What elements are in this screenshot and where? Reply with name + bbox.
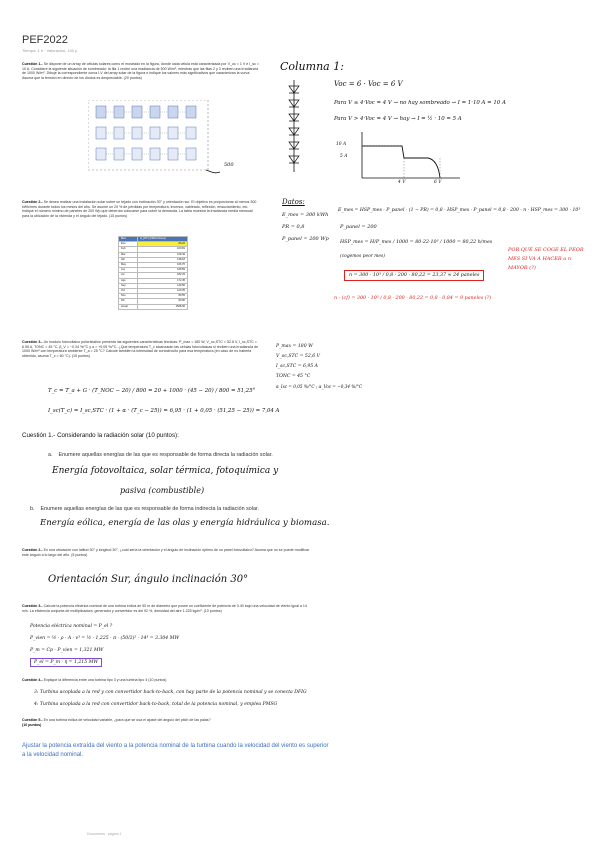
solar-cell: [186, 127, 196, 139]
solar-cell-grid: [96, 106, 196, 160]
cuestion-3: [22, 604, 312, 613]
problem-3-text: Un módulo fotovoltaico policristalino presenta las siguientes características técnicas: P_max = 180 W, V_oc,STC = 52.6 V, I_sc,STC = 6.95 A, TONC = 45 °C, β_V = −0.34 %/°C y α = +0.05 %/°C. ¿Qué temperatura T_c alcanzarán las células fotovoltaicas si reciben una irradiancia de 1000 W/m² con temperatura ambiente T_a = 25 °C? Calcule también la intensidad de cortocircuito para esa temperatura (en caso de no haberla obtenido, asuma T_c = 60 °C). (15 puntos): [22, 340, 259, 358]
iv-axis-x2: 6 V: [434, 180, 442, 185]
cuestion-2-answer: Orientación Sur, ángulo inclinación 30°: [48, 574, 249, 585]
problem-1-text: Se dispone de un array de células solares como el mostrado en la figura, donde cada célula está caracterizada por V_oc = 1 V e I_sc = 10 A. Considere la siguiente situación de sombreado: la fila 1 recibe una irradiancia de 500 W/m², mientras que las filas 2 y 3 reciben una irradiancia de 1000 W/m². Dibuje la correspondiente curva I-V del array solar de la figura e indique los valores más significativos que caracterizan la curva. Asuma que la tensión en directo de los diodos es despreciable. (20 puntos): [22, 62, 259, 80]
problem-3-label: Cuestión 3.-: [22, 340, 43, 344]
cuestion-2-label: Cuestión 2.-: [22, 548, 43, 552]
hand-datos-2: PR = 0,8: [282, 224, 305, 230]
table-cell-month: Feb: [119, 247, 138, 252]
solar-cell: [150, 148, 160, 160]
hand-q2-result-box: n = 300 · 10³ / 0,8 · 200 · 80,22 = 23,37 ≈ 24 paneles: [344, 270, 484, 281]
hand-datos-3: P_panel = 200 Wp: [282, 236, 329, 242]
solar-cell: [96, 148, 106, 160]
table-cell-irradiance: 1568.96: [137, 304, 187, 309]
cuestion-2: [22, 548, 312, 557]
table-cell-month: Abr: [119, 257, 138, 262]
hand-c3-3: P_m = Cp · P_vien = 1,321 MW: [30, 648, 104, 653]
solar-cell: [96, 106, 106, 118]
cuestion-3-label: Cuestión 3.-: [22, 604, 43, 608]
iv-axis-y1: 10 A: [336, 142, 347, 147]
hand-col-title: Columna 1:: [280, 60, 344, 73]
table-cell-irradiance: 89.55: [137, 294, 187, 299]
hand-datos-title: Datos:: [282, 198, 305, 206]
hand-q3-data-5: α_Isc = 0,05 %/°C ; α_Voc = −0,34 %/°C: [276, 384, 363, 389]
problem-2-text: Se desea realizar una instalación solar sobre un tejado con inclinación 30° y orientación sur. El objetivo es proporcionar al menos 300 kWh/mes durante todos los meses del año. Se asume un 20 % de pérdidas por temperatura, inversor, cableado, reflexión, ensuciamiento, etc. Indique el número mínimo de paneles de 200 Wp que deberían colocarse para cubrir la demanda. La tabla muestra la irradiancia media mensual para la ubicación de la vivienda y el ángulo del tejado. (15 puntos): [22, 200, 257, 218]
hand-q2-alt: n · (cf) = 300 · 10³ / 0,8 · 200 · 80,22 = 0,8 · 0,84 = 9 paneles (?): [334, 296, 492, 301]
cuestion-5-points: (10 puntos): [22, 722, 42, 727]
table-cell-irradiance: 100.81: [137, 247, 187, 252]
diode-string-sketch: [282, 78, 310, 174]
column-header-month: Mes: [119, 237, 138, 242]
hand-datos-1: E_mes = 300 kWh: [282, 212, 329, 218]
solar-cell: [132, 127, 142, 139]
iv-axis-x1: 4 V: [398, 180, 406, 185]
cuestion-1a-answer-2: pasiva (combustible): [120, 486, 205, 495]
problem-1: [22, 62, 260, 80]
solar-cell: [168, 106, 178, 118]
cuestion-1b-text: Enumere aquellas energías de las que es responsable de forma indirecta la radiación solar.: [40, 506, 259, 512]
solar-cell: [150, 106, 160, 118]
page-footer: Documento · página 1: [87, 832, 122, 836]
hand-q3-isc: I_sc(T_c) = I_sc,STC · (1 + α · (T_c − 25)) = 6,95 · (1 + 0,05 · (51,25 − 25)) = 7,04 A: [48, 408, 280, 414]
hand-q3-data-1: P_max = 180 W: [276, 344, 313, 349]
solar-cell: [114, 127, 124, 139]
hand-c4-2: 4: Turbina acoplada a la red con convertidor back-to-back, total de la potencia nominal, y emplea PMSG: [34, 702, 278, 707]
cuestion-4-text: Explique la diferencia entre una turbina tipo 3 y una turbina tipo 4 (10 puntos): [43, 678, 167, 682]
solar-cell: [168, 127, 178, 139]
hand-q2-eq4: (cogemos peor mes): [340, 254, 385, 259]
table-cell-irradiance: 128.49: [137, 252, 187, 257]
table-cell-irradiance: 172.45: [137, 278, 187, 283]
hand-q3-data-2: V_oc,STC = 52,6 V: [276, 354, 320, 359]
table-cell-irradiance: 182.33: [137, 273, 187, 278]
cuestion-5-answer-1: Ajustar la potencia extraída del viento a la potencia nominal de la turbina cuando la velocidad del viento es superior: [22, 743, 329, 749]
hand-q1-line1: Voc = 6 · Voc = 6 V: [334, 80, 403, 88]
shade-irradiance-label: 500: [224, 162, 234, 168]
problem-3: [22, 340, 260, 358]
table-cell-month: May: [119, 263, 138, 268]
cuestion-1b-answer: Energía eólica, energía de las olas y energía hidráulica y biomasa.: [40, 518, 330, 528]
cuestion-4-label: Cuestión 4.-: [22, 678, 43, 682]
cuestion-5-text: En una turbina eólica de velocidad variable, ¿para qué se usa el ajuste del ángulo del pitch de las palas?: [43, 718, 211, 722]
hand-c3-1: Potencia eléctrica nominal = P_el ?: [30, 624, 113, 629]
table-cell-month: Mar: [119, 252, 138, 257]
cuestion-5: [22, 718, 342, 727]
table-cell-month: Dic: [119, 299, 138, 304]
iv-axis-y2: 5 A: [340, 154, 348, 159]
table-cell-month: Jul: [119, 273, 138, 278]
cuestion-2-text: En una ubicación con latitud 30° y longitud 30°, ¿cuál sería la orientación y el ángulo de inclinación óptimo de un panel fotovoltaico? Asuma que no se puede modificar este ángulo a lo largo del año. (5 puntos): [22, 548, 310, 557]
hand-q2-eq3: HSP_mes = H/P_mes / 1000 = 80·22·10³ / 1000 = 80,22 h/mes: [340, 240, 493, 245]
irradiance-table: [118, 236, 188, 310]
table-cell-month: Sep: [119, 283, 138, 288]
cuestion-5-label: Cuestión 5.-: [22, 718, 43, 722]
problem-2-label: Cuestión 2.-: [22, 200, 43, 204]
table-cell-irradiance: 123.05: [137, 289, 187, 294]
hand-c4-1: 3: Turbina acoplada a la red y con convertidor back-to-back, con hay parte de la potencia nominal y se conecta DFIG: [34, 690, 307, 695]
column-header-irradiance: H_(30°) (kWh/m²/mes): [137, 237, 187, 242]
table-cell-month: Nov: [119, 294, 138, 299]
solar-cell: [186, 106, 196, 118]
solar-cell: [114, 106, 124, 118]
document-subtitle: Tiempo: 1 h · Valoración: 100 p: [22, 48, 78, 53]
solar-cell: [168, 148, 178, 160]
cuestion-1a-text: Enumere aquellas energías de las que es responsable de forma directa la radiación solar.: [58, 452, 273, 458]
cuestion-1b-label: b.: [30, 506, 35, 512]
cuestion-1-title: Cuestión 1.- Considerando la radiación solar (10 puntos):: [22, 432, 179, 439]
table-cell-irradiance: 80.90: [137, 299, 187, 304]
table-cell-month: Oct: [119, 289, 138, 294]
solar-cell: [150, 127, 160, 139]
hand-q2-eq1: E_mes = HSP_mes · P_panel · (1 − PR) = 0,8 · HSP_mes · P_panel = 0,8 · 200 · n · HSP_mes = 300 · 10³: [338, 208, 581, 213]
table-cell-month: Anual: [119, 304, 138, 309]
hand-q2-red-note: POR QUÉ SE COGE EL PEOR MES SI VA A HACER a n MAYOR (?): [508, 247, 584, 271]
cuestion-1a: [48, 452, 273, 458]
solar-cell: [132, 106, 142, 118]
cuestion-4: [22, 678, 342, 683]
cuestion-5-answer: [22, 742, 582, 760]
hand-q1-line3: Para V > 4·Voc = 4 V → hay → I = ½ · 10 = 5 A: [334, 116, 462, 122]
cuestion-1b: [30, 506, 259, 512]
solar-array-figure: [88, 100, 228, 178]
table-cell-irradiance: 168.59: [137, 268, 187, 273]
solar-cell: [132, 148, 142, 160]
cuestion-3-text: Calcule la potencia eléctrica nominal de una turbina eólica de 50 m de diámetro que posee un coeficiente de potencia de 0.40 bajo una velocidad de viento igual a 14 m/s. La eficiencia conjunta de multiplicadora, generador y convertidor es del 92 %, densidad del aire 1.225 kg/m³. (10 puntos): [22, 604, 307, 613]
table-cell-irradiance: 80.22: [137, 242, 187, 247]
cuestion-1a-answer-1: Energía fotovoltaica, solar térmica, fotoquímica y: [52, 466, 279, 476]
hand-q2-eq2: P_panel = 200: [340, 224, 377, 230]
solar-cell: [186, 148, 196, 160]
cuestion-5-answer-2: a la velocidad nominal.: [22, 752, 84, 758]
problem-1-label: Cuestión 1.-: [22, 62, 43, 66]
document-title: PEF2022: [22, 34, 68, 46]
cuestion-1a-label: a.: [48, 452, 53, 458]
table-cell-month: Ago: [119, 278, 138, 283]
solar-cell: [96, 127, 106, 139]
problem-2: [22, 200, 260, 218]
table-cell-month: Jun: [119, 268, 138, 273]
table-cell-irradiance: 149.56: [137, 283, 187, 288]
hand-q3-data-4: TONC = 45 °C: [276, 374, 311, 379]
iv-curve-sketch: [348, 128, 468, 188]
table-cell-irradiance: 138.18: [137, 257, 187, 262]
hand-q3-tc: T_c = T_a + G · (T_NOC − 20) / 800 = 20 + 1000 · (45 − 20) / 800 = 51,25°: [48, 388, 256, 394]
hand-q3-data-3: I_sc,STC = 6,95 A: [276, 364, 319, 369]
table-cell-month: Ene: [119, 242, 138, 247]
table-row: [119, 304, 188, 309]
solar-cell: [114, 148, 124, 160]
table-cell-irradiance: 166.70: [137, 263, 187, 268]
hand-c3-4: P_el = P_m · η = 1,215 MW: [30, 658, 102, 667]
hand-c3-2: P_vien = ½ · ρ · A · v³ = ½ · 1,225 · π · (50/2)² · 14³ = 3.304 MW: [30, 636, 180, 641]
hand-q1-line2: Para V ≤ 4·Voc = 4 V → no hay sombreado → I = 1·10 A = 10 A: [334, 100, 506, 106]
